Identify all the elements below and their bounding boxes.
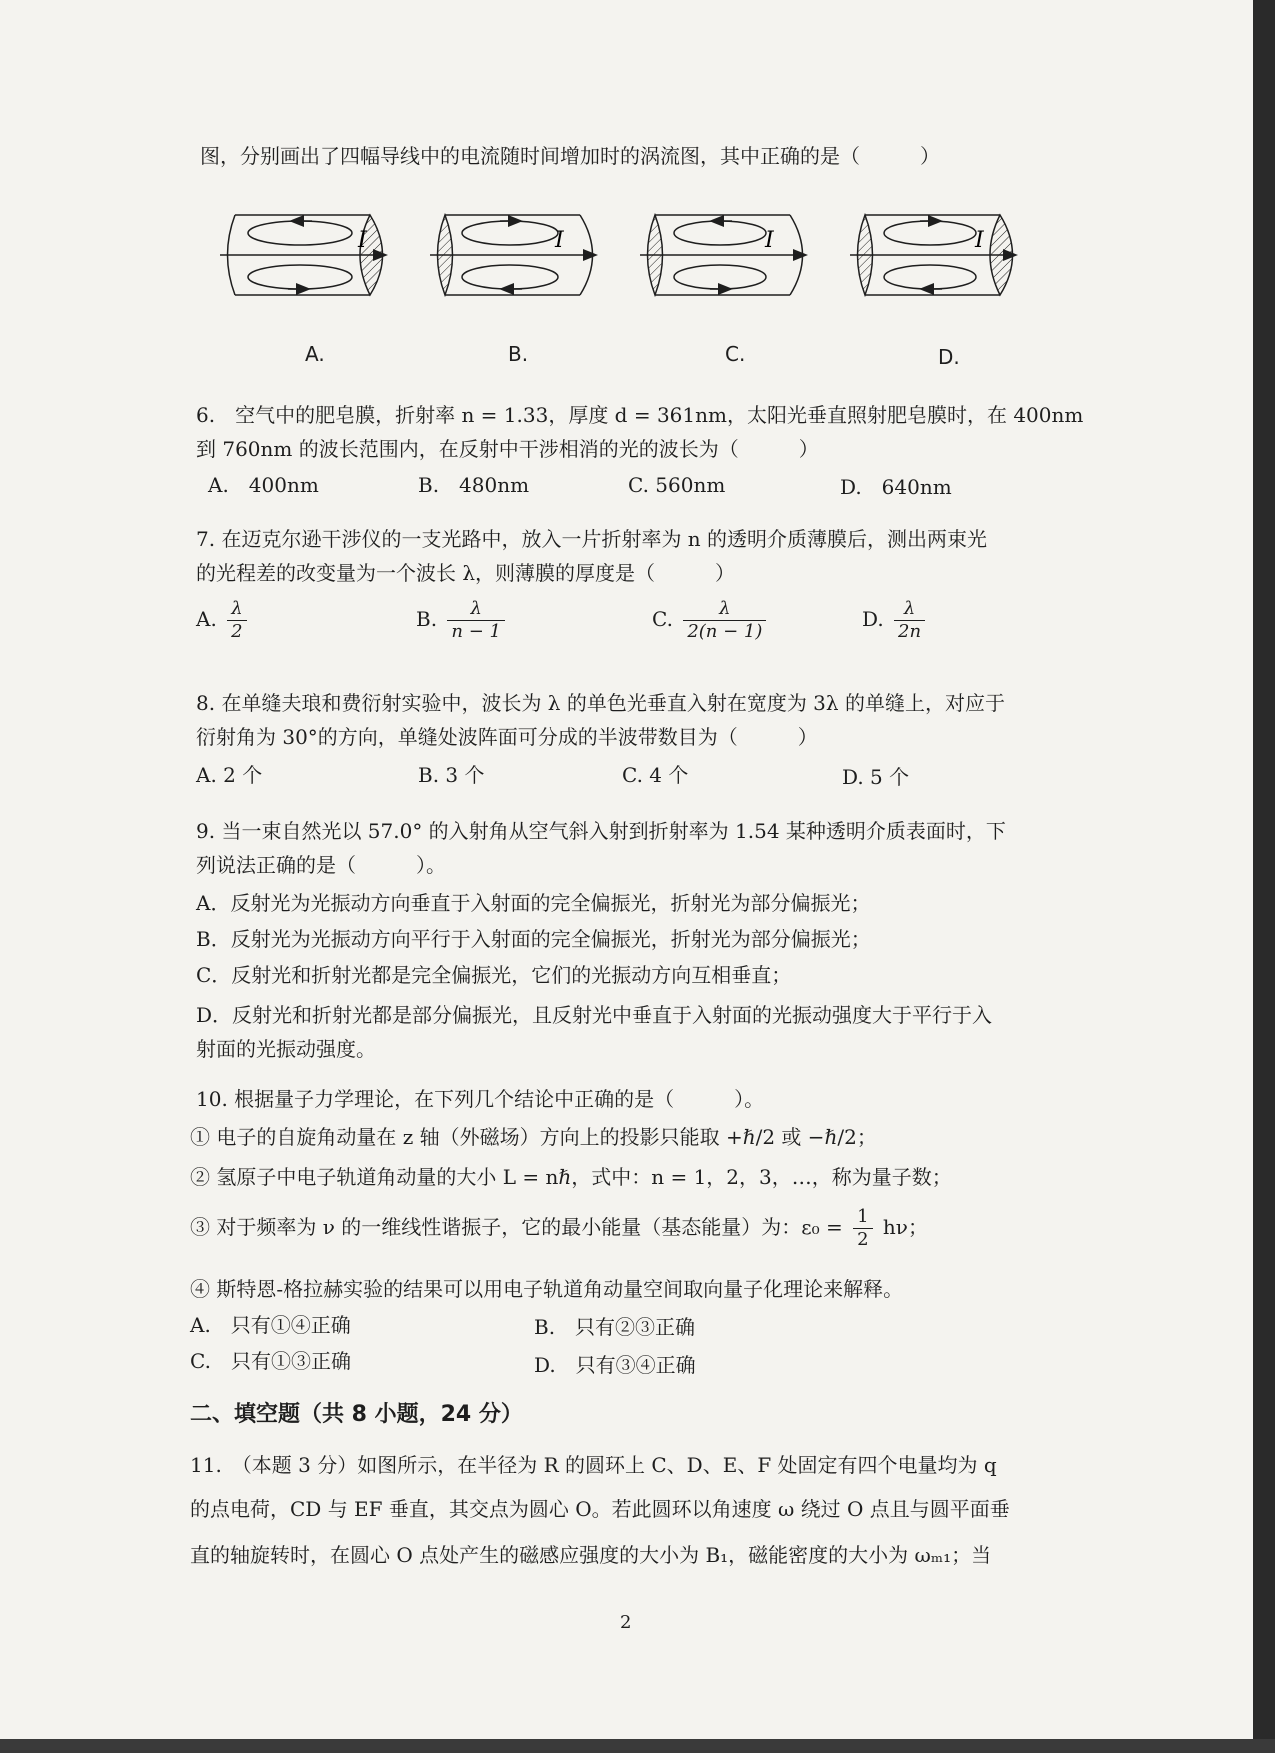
q11-line3: 直的轴旋转时，在圆心 O 点处产生的磁感应强度的大小为 B₁，磁能密度的大小为 ωₘ₁；当: [190, 1543, 992, 1567]
diagram-a: [220, 215, 385, 295]
q10-line1: 10. 根据量子力学理论，在下列几个结论中正确的是（ ）。: [196, 1087, 765, 1111]
q7-option-d-den: 2n: [894, 620, 925, 643]
current-label-b: I: [555, 228, 564, 253]
q7-option-d: [862, 598, 929, 643]
q10-statement-3: [190, 1206, 928, 1251]
current-label-d: I: [975, 228, 984, 253]
eddy-current-figure: [220, 200, 1050, 354]
q7-line2: 的光程差的改变量为一个波长 λ，则薄膜的厚度是（ ）: [196, 561, 736, 585]
q7-option-a: [196, 598, 251, 643]
q8-option-b: B. 3 个: [418, 763, 485, 787]
q7-option-a-letter: A.: [196, 607, 217, 631]
q10-statement-3-post: hν；: [882, 1215, 928, 1239]
q9-line2: 列说法正确的是（ ）。: [196, 853, 446, 877]
section-2-heading: 二、填空题（共 8 小题，24 分）: [190, 1402, 523, 1427]
q8-line1: 8. 在单缝夫琅和费衍射实验中，波长为 λ 的单色光垂直入射在宽度为 3λ 的单缝上，对应于: [196, 691, 1005, 715]
q10-option-d: D. 只有③④正确: [534, 1353, 696, 1377]
q10-statement-3-fraction: [853, 1206, 872, 1251]
q8-option-c: C. 4 个: [622, 763, 689, 787]
current-label-c: I: [765, 228, 774, 253]
q7-line1: 7. 在迈克尔逊干涉仪的一支光路中，放入一片折射率为 n 的透明介质薄膜后，测出两束光: [196, 527, 988, 551]
q5-label-b: B.: [508, 342, 529, 366]
q7-option-b-num: λ: [470, 598, 482, 619]
q5-intro: 图，分别画出了四幅导线中的电流随时间增加时的涡流图，其中正确的是（ ）: [200, 144, 940, 168]
q10-statement-2: ② 氢原子中电子轨道角动量的大小 L = nℏ，式中：n = 1，2，3，…，称为量子数；: [190, 1165, 952, 1189]
q8-option-d: D. 5 个: [842, 765, 910, 789]
q6-option-d: D. 640nm: [840, 475, 952, 499]
q7-option-a-den: 2: [227, 620, 246, 643]
q9-option-a: A．反射光为光振动方向垂直于入射面的完全偏振光，折射光为部分偏振光；: [196, 891, 871, 915]
q7-option-a-num: λ: [231, 598, 243, 619]
q6-option-c: C. 560nm: [628, 473, 726, 497]
q5-label-d: D.: [938, 345, 960, 369]
diagram-b: [430, 215, 595, 295]
q7-option-c-fraction: [683, 598, 766, 643]
q7-option-b-den: n − 1: [447, 620, 505, 643]
q9-option-c: C．反射光和折射光都是完全偏振光，它们的光振动方向互相垂直；: [196, 963, 792, 987]
q6-option-a: A. 400nm: [208, 473, 319, 497]
q10-option-c: C. 只有①③正确: [190, 1349, 351, 1373]
q6-option-b: B. 480nm: [418, 473, 530, 497]
q10-statement-3-num: 1: [857, 1206, 869, 1227]
q7-option-c-letter: C.: [652, 607, 673, 631]
q5-label-a: A.: [305, 342, 325, 366]
q7-option-d-num: λ: [903, 598, 916, 619]
q7-option-d-fraction: [894, 598, 925, 643]
current-label-a: I: [358, 228, 367, 253]
q7-option-a-fraction: [227, 598, 246, 643]
eddy-current-diagrams: [220, 200, 1050, 350]
q7-option-b: [416, 598, 509, 643]
q7-option-b-fraction: [447, 598, 505, 643]
q7-option-b-letter: B.: [416, 607, 438, 631]
q8-line2: 衍射角为 30°的方向，单缝处波阵面可分成的半波带数目为（ ）: [196, 725, 818, 749]
q9-option-d-line2: 射面的光振动强度。: [196, 1037, 376, 1061]
q11-line2: 的点电荷，CD 与 EF 垂直，其交点为圆心 O。若此圆环以角速度 ω 绕过 O 点且与圆平面垂: [190, 1497, 1010, 1521]
q9-option-b: B．反射光为光振动方向平行于入射面的完全偏振光，折射光为部分偏振光；: [196, 927, 871, 951]
scan-edge-bottom: [0, 1739, 1275, 1753]
page-number: 2: [620, 1612, 632, 1633]
diagram-c: [640, 215, 805, 295]
q7-option-c-num: λ: [719, 598, 731, 619]
q10-option-a: A. 只有①④正确: [190, 1313, 351, 1337]
q5-label-c: C.: [725, 342, 746, 366]
q6-line1: 6. 空气中的肥皂膜，折射率 n = 1.33，厚度 d = 361nm，太阳光垂直照射肥皂膜时，在 400nm: [196, 403, 1084, 427]
q9-line1: 9. 当一束自然光以 57.0° 的入射角从空气斜入射到折射率为 1.54 某种透明介质表面时，下: [196, 819, 1006, 843]
diagram-d: [850, 215, 1015, 295]
q10-option-b: B. 只有②③正确: [534, 1315, 696, 1339]
scan-edge-right: [1253, 0, 1275, 1753]
q6-line2: 到 760nm 的波长范围内，在反射中干涉相消的光的波长为（ ）: [196, 437, 819, 461]
q7-option-c: [652, 598, 770, 643]
q7-option-d-letter: D.: [862, 607, 884, 631]
q10-statement-3-pre: ③ 对于频率为 ν 的一维线性谐振子，它的最小能量（基态能量）为：ε₀ =: [190, 1215, 843, 1239]
q10-statement-4: ④ 斯特恩-格拉赫实验的结果可以用电子轨道角动量空间取向量子化理论来解释。: [190, 1277, 904, 1301]
q8-option-a: A. 2 个: [196, 763, 263, 787]
q9-option-d-line1: D．反射光和折射光都是部分偏振光，且反射光中垂直于入射面的光振动强度大于平行于入: [196, 1003, 993, 1027]
q10-statement-3-den: 2: [853, 1228, 872, 1251]
q11-line1: 11. （本题 3 分）如图所示，在半径为 R 的圆环上 C、D、E、F 处固定有四个电量均为 q: [190, 1453, 997, 1477]
q10-statement-1: ① 电子的自旋角动量在 z 轴（外磁场）方向上的投影只能取 +ℏ/2 或 −ℏ/2；: [190, 1125, 877, 1149]
q7-option-c-den: 2(n − 1): [683, 620, 766, 643]
